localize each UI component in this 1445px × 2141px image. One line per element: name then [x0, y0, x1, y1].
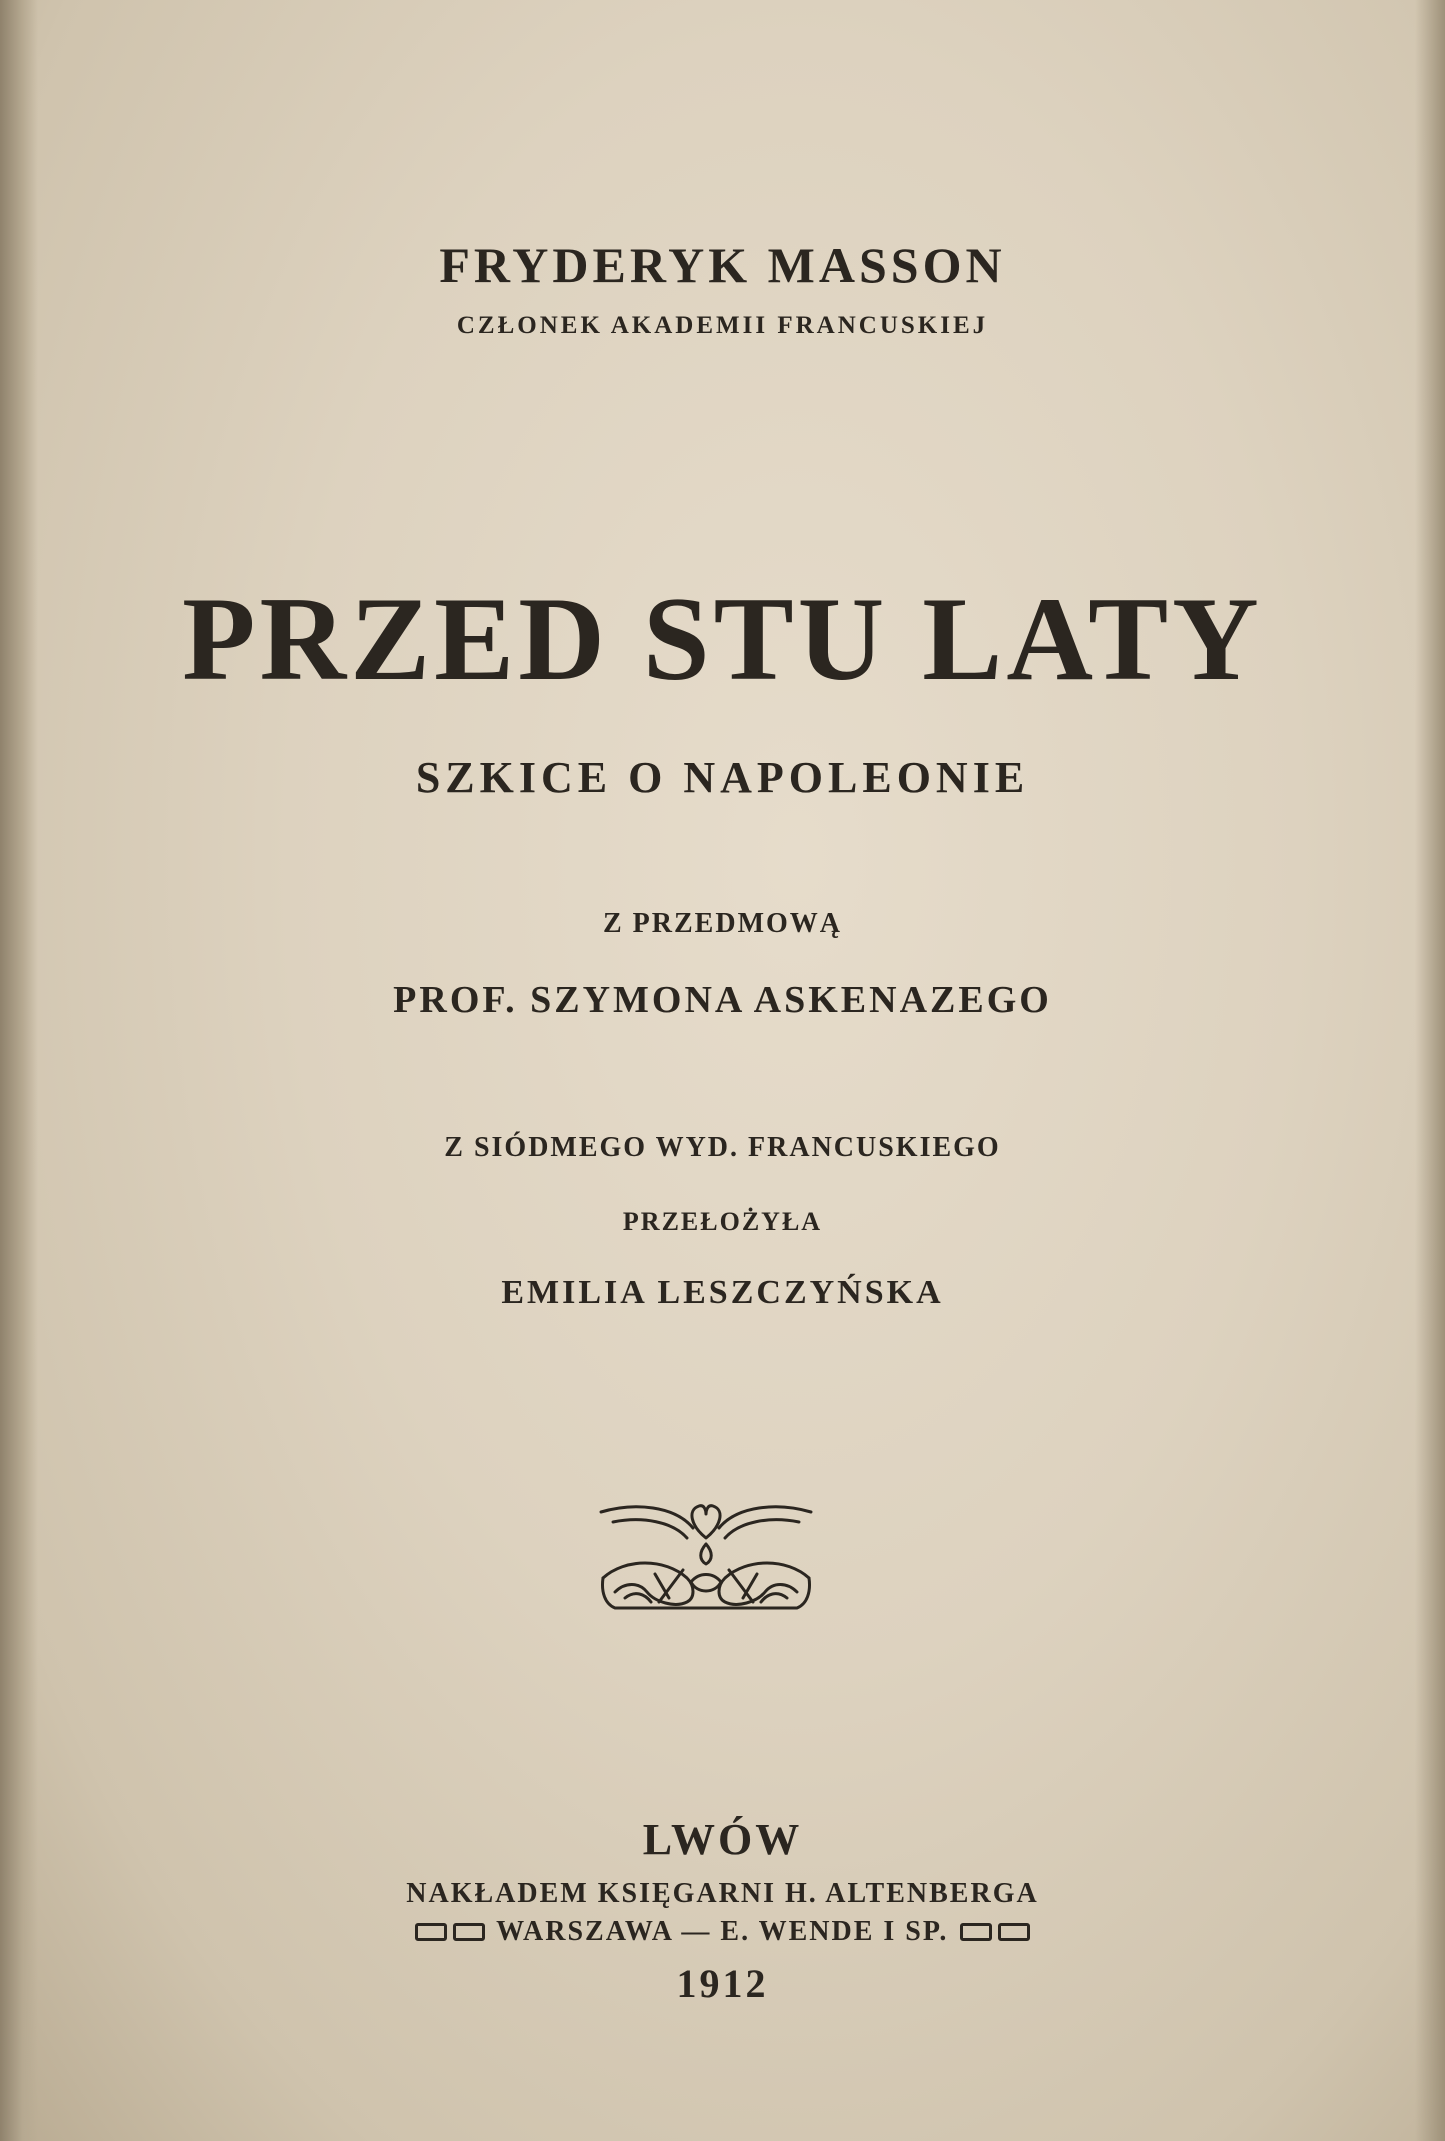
distributor: WARSZAWA — E. WENDE I SP. [496, 1916, 949, 1947]
publication-place: LWÓW [642, 1815, 803, 1864]
publication-year: 1912 [676, 1961, 769, 2006]
edition-note: Z SIÓDMEGO WYD. FRANCUSKIEGO [444, 1132, 1001, 1163]
book-subtitle: SZKICE O NAPOLEONIE [415, 753, 1030, 802]
preface-author: PROF. SZYMONA ASKENAZEGO [393, 979, 1052, 1021]
author-name: FRYDERYK MASSON [439, 237, 1006, 293]
distributor-line [0, 1916, 1445, 1948]
box-ornament-icon [960, 1923, 992, 1941]
author-role: CZŁONEK AKADEMII FRANCUSKIEJ [456, 312, 989, 339]
box-ornament-icon [998, 1923, 1030, 1941]
box-ornament-icon [453, 1923, 485, 1941]
publisher: NAKŁADEM KSIĘGARNI H. ALTENBERGA [406, 1878, 1039, 1909]
box-ornament-icon [415, 1923, 447, 1941]
book-title: PRZED STU LATY [182, 572, 1263, 705]
translated-by-label: PRZEŁOŻYŁA [622, 1207, 823, 1236]
preface-label: Z PRZEDMOWĄ [603, 908, 842, 939]
translator-name: EMILIA LESZCZYŃSKA [501, 1274, 944, 1311]
art-nouveau-heart-ornament-icon [595, 1498, 817, 1618]
